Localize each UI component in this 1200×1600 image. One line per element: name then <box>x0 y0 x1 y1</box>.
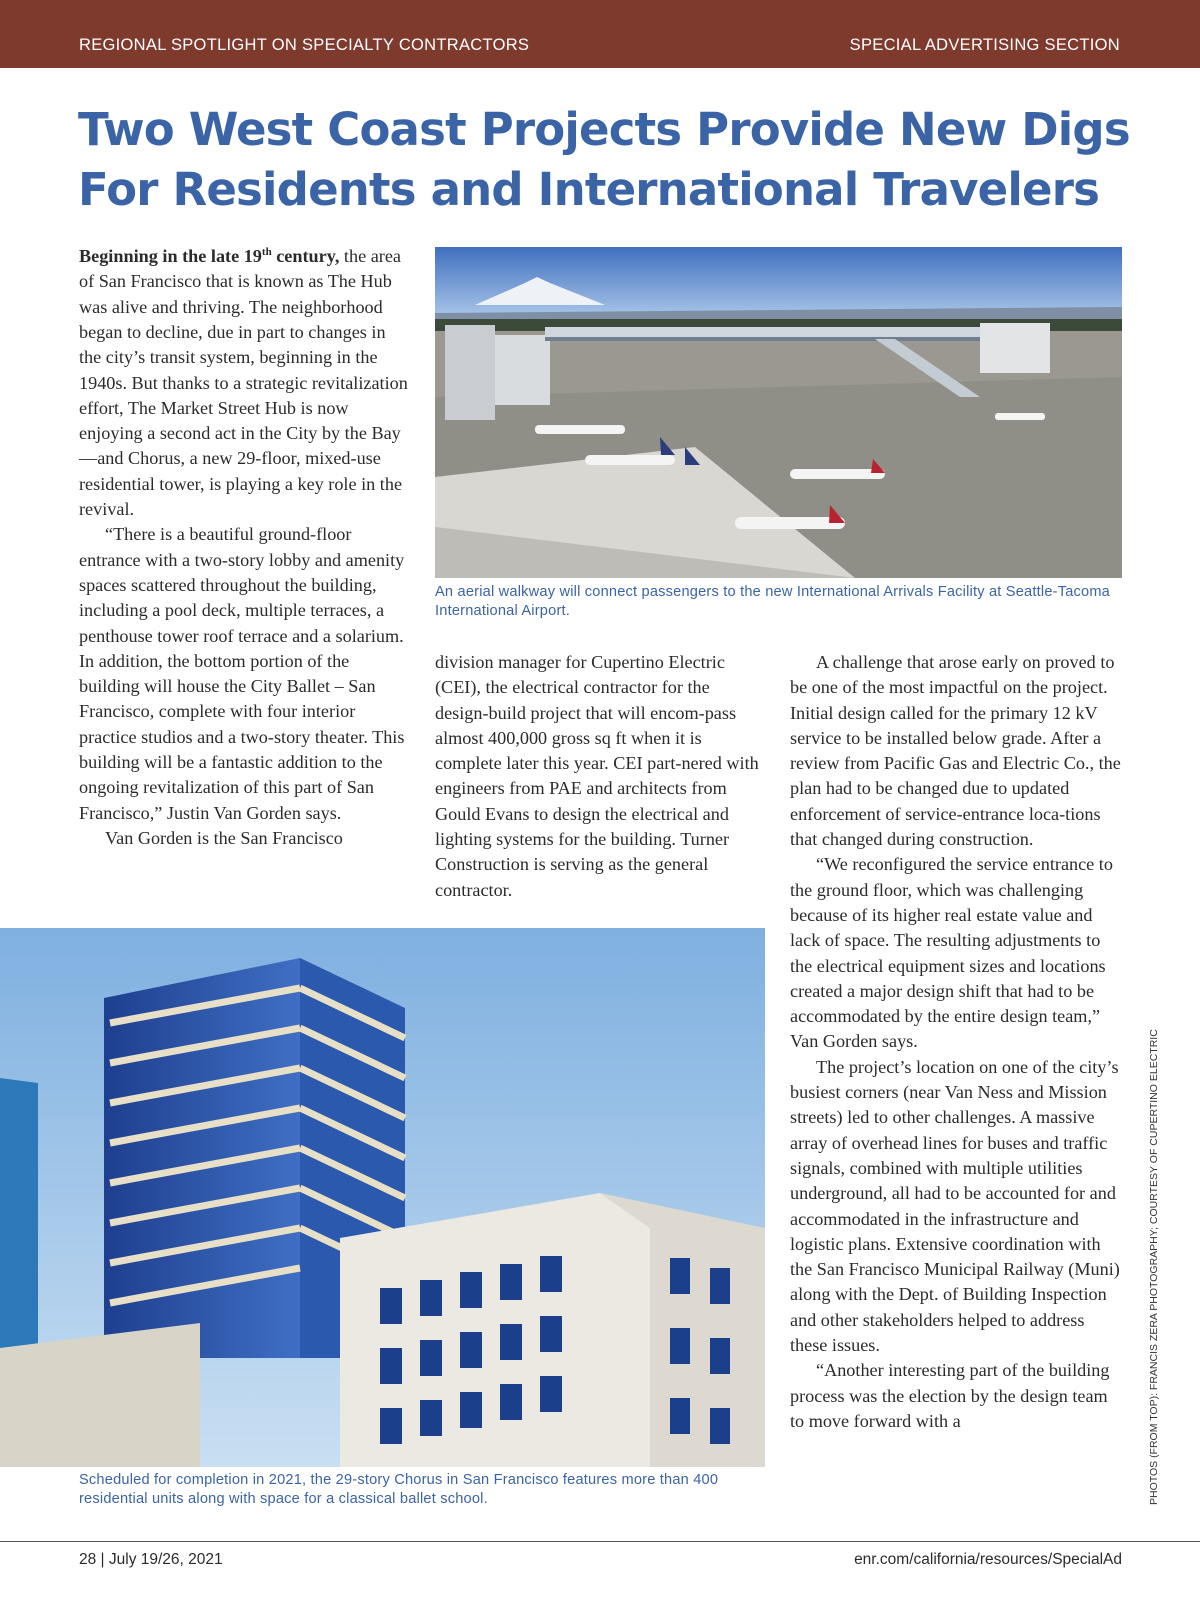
article-paragraph: “We reconfigured the service entrance to the ground floor, which was challenging because of its higher real estate value and lack of space. The resulting adjustments to the electrical equipment sizes and locations created a major design shift that had to be accommodated by the entire design team,” Van Gorden says. <box>790 854 1113 1052</box>
tower-photo-caption: Scheduled for completion in 2021, the 29-story Chorus in San Francisco features more than 400 residential units along with space for a classical ballet school. <box>79 1472 719 1507</box>
advertising-label: SPECIAL ADVERTISING SECTION <box>849 36 1120 54</box>
photo-credit: PHOTOS (FROM TOP): FRANCIS ZERA PHOTOGRAPHY; COURTESY OF CUPERTINO ELECTRIC <box>1148 1029 1160 1505</box>
headline <box>78 100 1138 220</box>
section-title: REGIONAL SPOTLIGHT ON SPECIALTY CONTRACTORS <box>79 36 530 54</box>
footer-url-link[interactable]: enr.com/california/resources/SpecialAd <box>854 1551 1122 1568</box>
chorus-tower-photo <box>0 928 765 1467</box>
lead-in: Beginning in the late 19th century, <box>79 246 340 267</box>
article-paragraph: “Another interesting part of the building process was the election by the design team to move forward with a <box>790 1360 1110 1431</box>
page-number-date: 28 | July 19/26, 2021 <box>79 1551 223 1568</box>
article-paragraph: The project’s location on one of the city’s busiest corners (near Van Ness and Mission streets) led to other challenges. A massive array of overhead lines for buses and traffic signals, combined with multiple utilities underground, all had to be accounted for and accommodated in the infrastructure and logistic plans. Extensive coordination with the San Francisco Municipal Railway (Muni) along with the Dept. of Building Inspection and other stakeholders helped to address these issues. <box>790 1056 1120 1356</box>
airport-photo-caption: An aerial walkway will connect passengers to the new International Arrivals Facility at Seattle-Tacoma International Airport. <box>435 584 1110 619</box>
headline-line-1: Two West Coast Projects Provide New Digs <box>78 103 1130 156</box>
section-header-bar <box>0 0 1200 68</box>
article-column-3 <box>790 650 1122 1434</box>
airport-aerial-photo <box>435 247 1122 578</box>
article-paragraph: “There is a beautiful ground-floor entrance with a two-story lobby and amenity spaces scattered throughout the building, including a pool deck, multiple terraces, a penthouse tower roof terrace and a solarium. In addition, the bottom portion of the building will house the City Ballet – San Francisco, complete with four interior practice studios and a two-story theater. This building will be a fantastic addition to the ongoing revitalization of this part of San Francisco,” Justin Van Gorden says. <box>79 524 405 823</box>
headline-line-2: For Residents and International Travelers <box>78 163 1100 216</box>
article-paragraph: division manager for Cupertino Electric (CEI), the electrical contractor for the design-build project that will encom-pass almost 400,000 gross sq ft when it is complete later this year. CEI part-nered with engineers from PAE and architects from Gould Evans to design the electrical and lighting systems for the building. Turner Construction is serving as the general contractor. <box>435 652 759 900</box>
article-paragraph: Van Gorden is the San Francisco <box>105 827 343 848</box>
footer-divider <box>0 1541 1200 1542</box>
article-paragraph: Beginning in the late 19th century, the area of San Francisco that is known as The Hub was alive and thriving. The neighborhood began to decline, due in part to changes in the city’s transit system, beginning in the 1940s. But thanks to a strategic revitalization effort, The Market Street Hub is now enjoying a second act in the City by the Bay—and Chorus, a new 29-floor, mixed-use residential tower, is playing a key role in the revival. <box>79 246 408 520</box>
article-paragraph: A challenge that arose early on proved to be one of the most impactful on the project. Initial design called for the primary 12 kV service to be installed below grade. After a review from Pacific Gas and Electric Co., the plan had to be changed due to updated enforcement of service-entrance loca-tions that changed during construction. <box>790 652 1121 850</box>
article-column-1 <box>79 240 409 851</box>
article-column-2 <box>435 650 765 903</box>
